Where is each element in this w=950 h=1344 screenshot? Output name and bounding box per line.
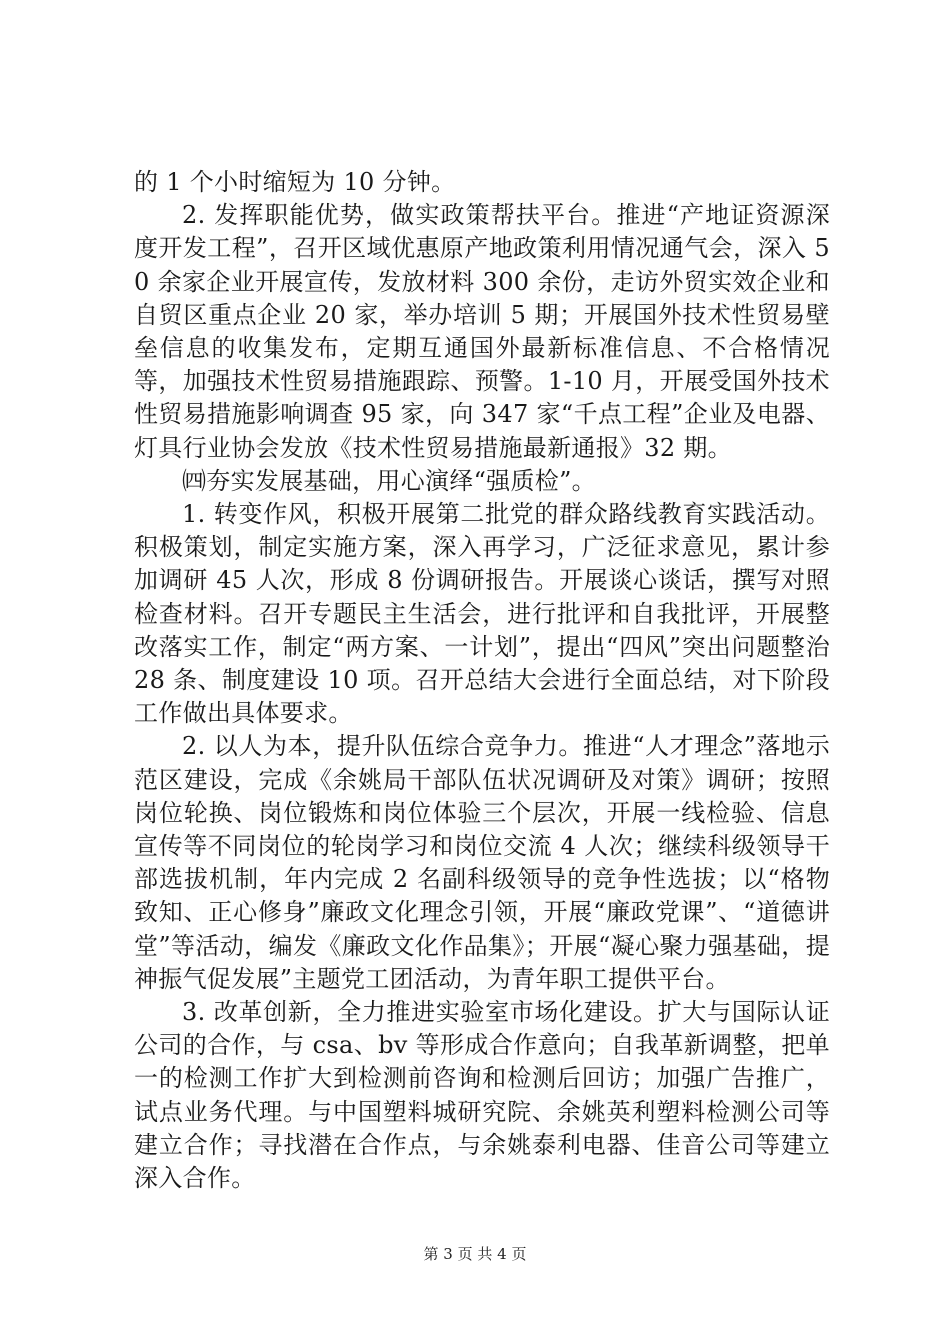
section-heading-four: ㈣夯实发展基础，用心演绎“强质检”。: [182, 466, 596, 495]
page-number-footer: 第 3 页 共 4 页: [423, 1245, 527, 1263]
paragraph-continuation: 的 1 个小时缩短为 10 分钟。: [134, 168, 456, 196]
paragraph-policy-support: 2. 发挥职能优势，做实政策帮扶平台。推进“产地证资源深度开发工程”，召开区域优惠原产地政策利用情况通气会，深入 50 余家企业开展宣传，发放材料 300 余份，走访外贸实效企业和自贸区重点企业 20 家，举办培训 5 期；开展国外技术性贸易壁垒信息的收集发布，定期互通国外最新标准信息、不合格情况等，加强技术性贸易措施跟踪、预警。1-10 月，开展受国外技术性贸易措施影响调查 95 家，向 347 家“千点工程”企业及电器、灯具行业协会发放《技术性贸易措施最新通报》32 期。: [134, 201, 830, 462]
paragraph-lab-reform: 3. 改革创新，全力推进实验室市场化建设。扩大与国际认证公司的合作，与 csa、bv 等形成合作意向；自我革新调整，把单一的检测工作扩大到检测前咨询和检测后回访；加强广告推广，试点业务代理。与中国塑料城研究院、余姚英利塑料检测公司等建立合作；寻找潜在合作点，与余姚泰利电器、佳音公司等建立深入合作。: [134, 998, 830, 1193]
paragraph-team-building: 2. 以人为本，提升队伍综合竞争力。推进“人才理念”落地示范区建设，完成《余姚局干部队伍状况调研及对策》调研；按照岗位轮换、岗位锻炼和岗位体验三个层次，开展一线检验、信息宣传等不同岗位的轮岗学习和岗位交流 4 人次；继续科级领导干部选拔机制，年内完成 2 名副科级领导的竞争性选拔；以“格物致知、正心修身”廉政文化理念引领，开展“廉政党课”、“道德讲堂”等活动，编发《廉政文化作品集》；开展“凝心聚力强基础，提神振气促发展”主题党工团活动，为青年职工提供平台。: [134, 732, 830, 993]
document-body: [134, 166, 830, 1195]
paragraph-work-style: 1. 转变作风，积极开展第二批党的群众路线教育实践活动。积极策划，制定实施方案，深入再学习，广泛征求意见，累计参加调研 45 人次，形成 8 份调研报告。开展谈心谈话，撰写对照检查材料。召开专题民主生活会，进行批评和自我批评，开展整改落实工作，制定“两方案、一计划”，提出“四风”突出问题整治 28 条、制度建设 10 项。召开总结大会进行全面总结，对下阶段工作做出具体要求。: [134, 500, 830, 728]
